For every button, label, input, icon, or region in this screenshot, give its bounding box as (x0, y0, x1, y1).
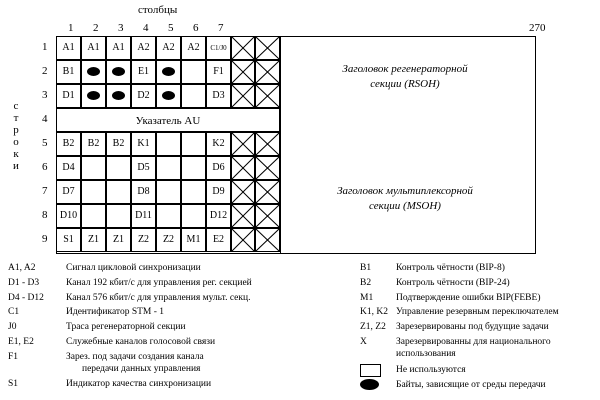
media-dependent-dot-icon (360, 379, 394, 393)
hatched-cell-national-use (231, 156, 255, 180)
legend-item (360, 277, 600, 289)
row-number-6: 6 (42, 161, 48, 173)
legend-key: C1 (8, 307, 20, 318)
cell-r5-c7: K2 (206, 132, 231, 156)
row-number-2: 2 (42, 65, 48, 77)
rows-title-char-3: р (13, 124, 19, 136)
cell-r9-c5: Z2 (156, 228, 181, 252)
hatched-cell-national-use (255, 36, 280, 60)
legend-item (360, 292, 600, 304)
media-dependent-dot (87, 67, 100, 76)
cell-r2-c1: B1 (56, 60, 81, 84)
cell-r8-c6 (181, 204, 206, 228)
cell-r6-c4: D5 (131, 156, 156, 180)
hatched-cell-national-use (255, 132, 280, 156)
legend-item (360, 336, 600, 361)
vertical-divider (280, 36, 281, 254)
rows-title (10, 100, 22, 172)
legend-key: X (360, 336, 367, 347)
legend-key: E1, E2 (8, 336, 34, 347)
legend-item-unused (360, 364, 600, 376)
legend-item (360, 306, 600, 318)
legend-text: Зарезервированы под будущие задачи (396, 322, 549, 333)
legend-item (8, 262, 356, 274)
cell-r3-c1: D1 (56, 84, 81, 108)
column-numbers (60, 22, 224, 34)
cell-r5-c5 (156, 132, 181, 156)
cell-r9-c4: Z2 (131, 228, 156, 252)
cell-r7-c4: D8 (131, 180, 156, 204)
cell-r5-c4: K1 (131, 132, 156, 156)
cell-r9-c7: E2 (206, 228, 231, 252)
legend-column-left (8, 262, 356, 393)
rows-title-char-2: т (13, 112, 19, 124)
hatched-cell-national-use (255, 204, 280, 228)
cell-r7-c5 (156, 180, 181, 204)
row-number-4: 4 (42, 113, 48, 125)
legend-text: Подтверждение ошибки BIP(FEBE) (396, 292, 541, 303)
cell-r3-c4: D2 (131, 84, 156, 108)
legend-text: Траса регенераторной секции (66, 322, 186, 333)
cell-r7-c3 (106, 180, 131, 204)
cell-r5-c3: B2 (106, 132, 131, 156)
right-column-number: 270 (529, 22, 546, 34)
legend-item (8, 277, 356, 289)
rows-title-char-1: с (13, 100, 19, 112)
legend-item-media-dependent (360, 379, 600, 391)
cell-r6-c3 (106, 156, 131, 180)
rows-title-char-6: и (13, 160, 19, 172)
cell-r6-c7: D6 (206, 156, 231, 180)
cell-r1-c3: A1 (106, 36, 131, 60)
row-number-5: 5 (42, 137, 48, 149)
row-number-7: 7 (42, 185, 48, 197)
msoh-label-line1: Заголовок мультиплексорной (337, 185, 473, 197)
legend-text: Не используются (396, 364, 466, 375)
cell-r8-c3 (106, 204, 131, 228)
cell-r7-c1: D7 (56, 180, 81, 204)
cell-r3-c6 (181, 84, 206, 108)
cell-r2-c7: F1 (206, 60, 231, 84)
hatched-cell-national-use (231, 204, 255, 228)
legend-item (8, 351, 356, 376)
legend-key: Z1, Z2 (360, 322, 386, 333)
column-number-4: 4 (143, 22, 149, 34)
cell-r7-c6 (181, 180, 206, 204)
hatched-cell-national-use (255, 156, 280, 180)
cell-r5-c2: B2 (81, 132, 106, 156)
column-number-3: 3 (118, 22, 124, 34)
rsoh-label-line1: Заголовок регенераторной (342, 63, 468, 75)
cell-r9-c3: Z1 (106, 228, 131, 252)
legend-item (8, 321, 356, 333)
legend-key: B1 (360, 263, 372, 273)
legend-text: Идентификатор STM - 1 (66, 307, 165, 318)
media-dependent-dot (162, 91, 175, 100)
legend-text: Зарезервированны для национального (396, 336, 551, 347)
cell-r2-c4: E1 (131, 60, 156, 84)
legend-text: Байты, зависящие от среды передачи (396, 380, 546, 391)
legend-key: S1 (8, 378, 19, 389)
unused-box-icon (360, 364, 394, 380)
cell-r8-c5 (156, 204, 181, 228)
legend-key: F1 (8, 351, 19, 362)
legend-key: D4 - D12 (8, 292, 44, 303)
row-number-3: 3 (42, 89, 48, 101)
legend-key: J0 (8, 322, 17, 333)
cell-r7-c2 (81, 180, 106, 204)
hatched-cell-national-use (231, 36, 255, 60)
legend-item (8, 306, 356, 318)
cell-r2-c6 (181, 60, 206, 84)
media-dependent-dot (162, 67, 175, 76)
column-number-7: 7 (218, 22, 224, 34)
legend-key: A1, A2 (8, 263, 36, 273)
cell-r1-c4: A2 (131, 36, 156, 60)
column-number-6: 6 (193, 22, 199, 34)
legend-item (8, 292, 356, 304)
media-dependent-dot (112, 67, 125, 76)
legend-item (360, 321, 600, 333)
cell-r8-c1: D10 (56, 204, 81, 228)
legend-item (8, 378, 356, 390)
hatched-cell-national-use (231, 84, 255, 108)
cell-r9-c6: M1 (181, 228, 206, 252)
hatched-cell-national-use (255, 228, 280, 252)
cell-r5-c6 (181, 132, 206, 156)
legend-text: Сигнал цикловой синхронизации (66, 263, 201, 273)
cell-r1-c2: A1 (81, 36, 106, 60)
row-number-9: 9 (42, 233, 48, 245)
cell-r9-c2: Z1 (81, 228, 106, 252)
column-number-1: 1 (68, 22, 74, 34)
cell-r1-c7: C1/J0 (206, 36, 231, 60)
column-number-5: 5 (168, 22, 174, 34)
legend-text: Канал 192 кбит/с для управления рег. секцией (66, 277, 252, 288)
hatched-cell-national-use (255, 180, 280, 204)
cell-r1-c5: A2 (156, 36, 181, 60)
legend-key: B2 (360, 277, 372, 288)
legend-text-cont: передачи данных управления (82, 364, 201, 375)
cell-r9-c1: S1 (56, 228, 81, 252)
legend-text: Индикатор качества синхронизации (66, 378, 212, 389)
cell-r8-c7: D12 (206, 204, 231, 228)
legend-text: Служебные каналов голосовой связи (66, 336, 216, 347)
column-number-2: 2 (93, 22, 99, 34)
media-dependent-dot (112, 91, 125, 100)
row-number-8: 8 (42, 209, 48, 221)
cell-r1-c1: A1 (56, 36, 81, 60)
legend-column-right (360, 262, 600, 394)
legend-text: Управление резервным переключателем (396, 307, 559, 318)
legend-item (360, 262, 600, 274)
cell-r8-c2 (81, 204, 106, 228)
msoh-label-line2: секции (MSOH) (369, 200, 441, 212)
columns-title: столбцы (138, 4, 178, 16)
hatched-cell-national-use (255, 84, 280, 108)
legend-text-cont: использования (396, 349, 456, 360)
hatched-cell-national-use (255, 60, 280, 84)
legend-text: Зарез. под задачи создания канала (66, 351, 204, 362)
legend-key: K1, K2 (360, 307, 388, 318)
cell-r8-c4: D11 (131, 204, 156, 228)
legend-text: Контроль чётности (BIP-24) (396, 277, 510, 288)
hatched-cell-national-use (231, 60, 255, 84)
legend-key: M1 (360, 292, 374, 303)
cell-r1-c6: A2 (181, 36, 206, 60)
media-dependent-dot (87, 91, 100, 100)
cell-r3-c7: D3 (206, 84, 231, 108)
cell-r6-c6 (181, 156, 206, 180)
rows-title-char-5: к (13, 148, 19, 160)
rsoh-label-line2: секции (RSOH) (370, 78, 440, 90)
cell-r7-c7: D9 (206, 180, 231, 204)
rows-title-char-4: о (13, 136, 19, 148)
row-number-1: 1 (42, 41, 48, 53)
legend-text: Канал 576 кбит/с для управления мульт. секц. (66, 292, 251, 303)
au-pointer-band: Указатель AU (56, 108, 280, 132)
hatched-cell-national-use (231, 228, 255, 252)
legend-item (8, 336, 356, 348)
legend-text: Контроль чётности (BIP-8) (396, 263, 505, 273)
cell-r6-c5 (156, 156, 181, 180)
cell-r5-c1: B2 (56, 132, 81, 156)
cell-r6-c2 (81, 156, 106, 180)
legend-key: D1 - D3 (8, 277, 40, 288)
hatched-cell-national-use (231, 132, 255, 156)
hatched-cell-national-use (231, 180, 255, 204)
cell-r6-c1: D4 (56, 156, 81, 180)
